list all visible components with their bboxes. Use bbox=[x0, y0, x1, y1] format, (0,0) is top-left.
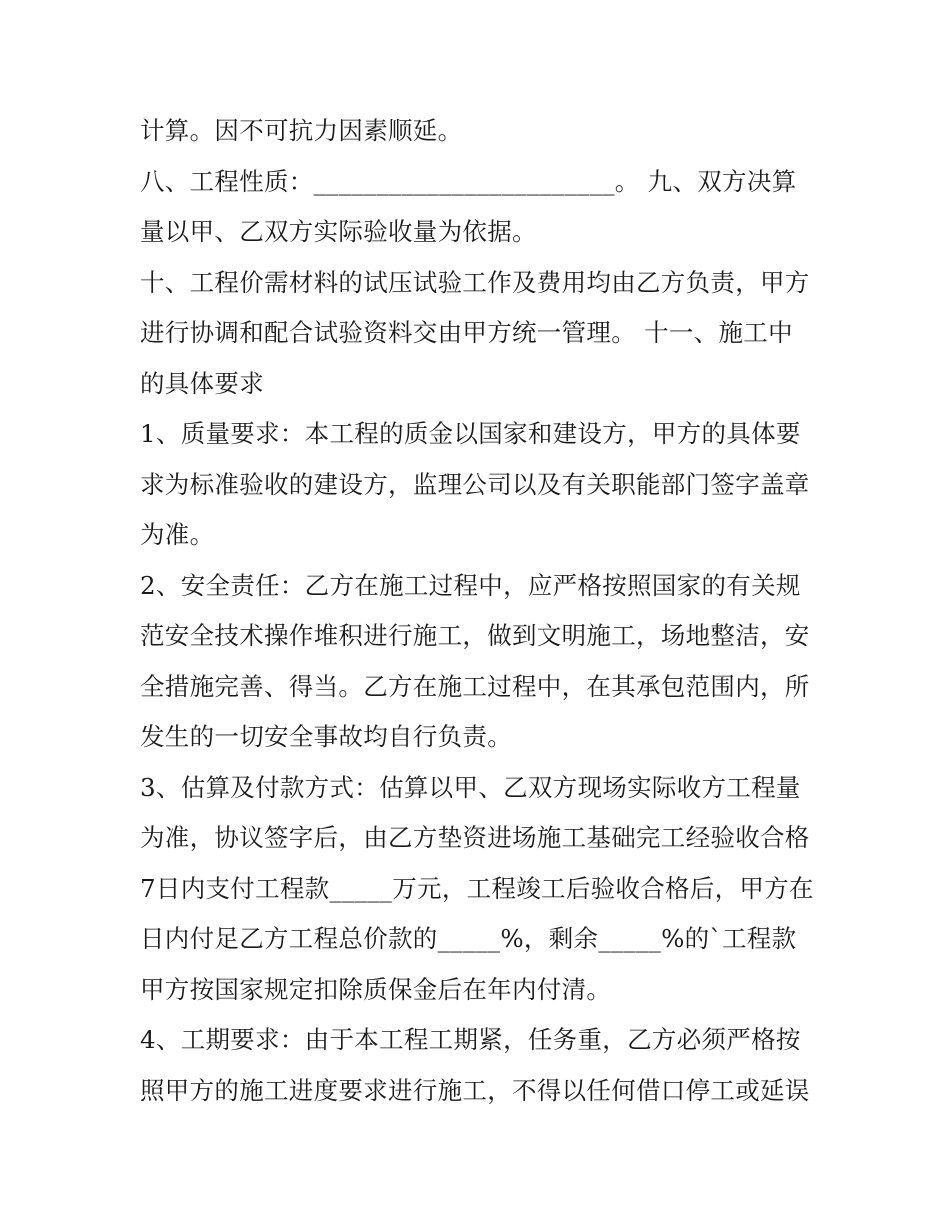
text-line: 7日内支付工程款_____万元，工程竣工后验收合格后，甲方在 bbox=[140, 873, 814, 903]
text-line: 八、工程性质：________________________。 九、双方决算 bbox=[140, 166, 797, 196]
text-line: 为准。 bbox=[140, 520, 215, 549]
text-line: 3、估算及付款方式：估算以甲、乙双方现场实际收方工程量 bbox=[140, 772, 801, 802]
text-line: 2、安全责任：乙方在施工过程中，应严格按照国家的有关规 bbox=[140, 570, 801, 600]
text-line: 计算。因不可抗力因素顺延。 bbox=[140, 116, 463, 145]
text-line: 范安全技术操作堆积进行施工，做到文明施工，场地整洁，安 bbox=[140, 621, 810, 650]
text-line: 甲方按国家规定扣除质保金后在年内付清。 bbox=[140, 974, 612, 1004]
text-line: 照甲方的施工进度要求进行施工，不得以任何借口停工或延误 bbox=[140, 1075, 810, 1105]
text-line: 量以甲、乙双方实际验收量为依据。 bbox=[140, 217, 537, 246]
text-line: 全措施完善、得当。乙方在施工过程中，在其承包范围内，所 bbox=[140, 671, 810, 701]
text-line: 4、工期要求：由于本工程工期紧，任务重，乙方必须严格按 bbox=[140, 1025, 801, 1054]
text-line: 十、工程价需材料的试压试验工作及费用均由乙方负责，甲方 bbox=[140, 267, 810, 297]
text-line: 进行协调和配合试验资料交由甲方统一管理。 十一、施工中 bbox=[140, 318, 793, 347]
text-line: 的具体要求 bbox=[140, 368, 264, 398]
text-line: 为准，协议签字后，由乙方垫资进场施工基础完工经验收合格 bbox=[140, 823, 810, 852]
document-body bbox=[140, 106, 830, 1116]
text-line: 1、质量要求：本工程的质金以国家和建设方，甲方的具体要 bbox=[140, 419, 801, 448]
text-line: 日内付足乙方工程总价款的_____%，剩余_____%的`工程款 bbox=[140, 924, 797, 953]
text-line: 求为标准验收的建设方，监理公司以及有关职能部门签字盖章 bbox=[140, 469, 810, 499]
text-line: 发生的一切安全事故均自行负责。 bbox=[140, 722, 512, 751]
